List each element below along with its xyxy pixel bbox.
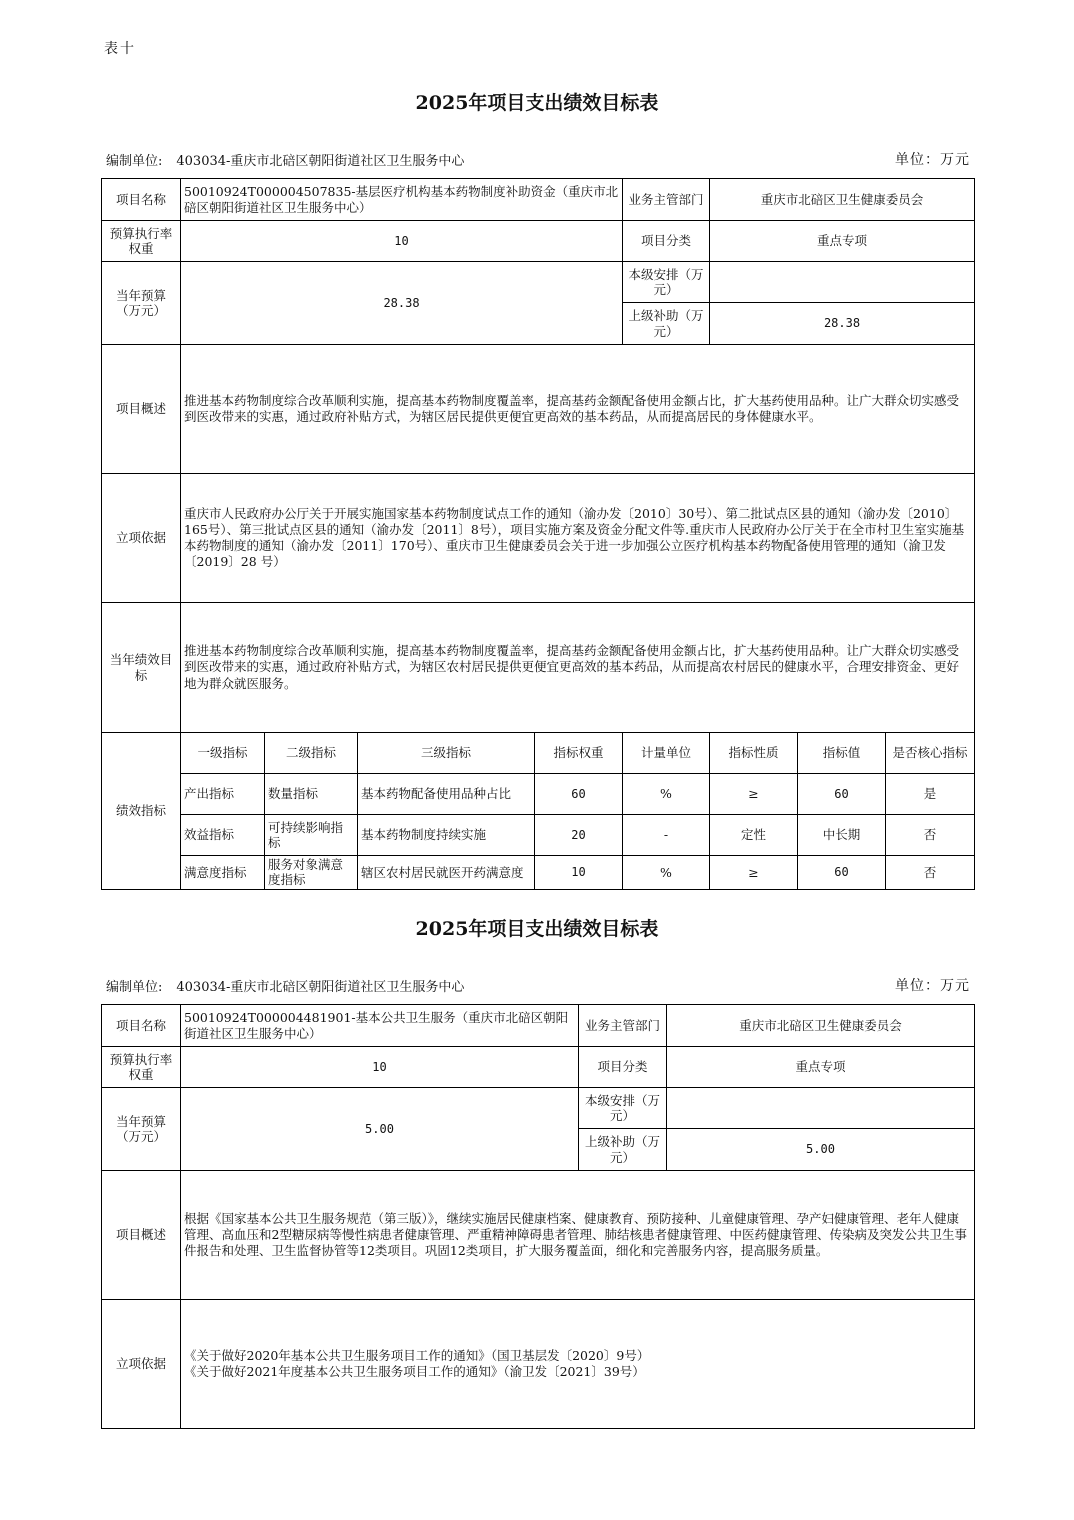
indicator-weight: 10 bbox=[535, 856, 623, 890]
header-core: 是否核心指标 bbox=[886, 733, 975, 774]
table2 bbox=[101, 1004, 975, 1429]
basis-label: 立项依据 bbox=[102, 1300, 181, 1429]
overview-text: 推进基本药物制度综合改革顺利实施，提高基本药物制度覆盖率，提高基药金额配备使用金额占比，扩大基药使用品种。让广大群众切实感受到医改带来的实惠，通过政府补贴方式，为辖区居民提供更便宜更高效的基本药品，从而提高居民的身体健康水平。 bbox=[181, 345, 975, 474]
indicator-level3: 基本药物制度持续实施 bbox=[358, 815, 535, 856]
project-name-value: 50010924T000004507835-基层医疗机构基本药物制度补助资金（重庆市北碚区朝阳街道社区卫生服务中心） bbox=[181, 179, 623, 221]
project-name-value: 50010924T000004481901-基本公共卫生服务（重庆市北碚区朝阳街道社区卫生服务中心） bbox=[181, 1005, 579, 1047]
basis-line: 《关于做好2020年基本公共卫生服务项目工作的通知》（国卫基层发〔2020〕9号） bbox=[184, 1347, 650, 1363]
header-level2: 二级指标 bbox=[265, 733, 358, 774]
indicator-level2: 服务对象满意度指标 bbox=[265, 856, 358, 890]
table1 bbox=[101, 178, 975, 890]
indicator-nature: ≥ bbox=[710, 856, 798, 890]
basis-text: 重庆市人民政府办公厅关于开展实施国家基本药物制度试点工作的通知（渝办发〔2010〕30号）、第二批试点区县的通知（渝办发〔2010〕165号）、第三批试点区县的通知（渝办发〔2011〕8号），项目实施方案及资金分配文件等.重庆市人民政府办公厅关于在全市村卫生室实施基本药物制度的通知（渝办发〔2011〕170号）、重庆市卫生健康委员会关于进一步加强公立医疗机构基本药物配备使用管理的通知（渝卫发〔2019〕28 号） bbox=[181, 474, 975, 603]
category-value: 重点专项 bbox=[710, 221, 975, 262]
dept-value: 重庆市北碚区卫生健康委员会 bbox=[710, 179, 975, 221]
upper-budget-value: 28.38 bbox=[710, 303, 975, 345]
indicator-weight: 20 bbox=[535, 815, 623, 856]
indicator-core: 否 bbox=[886, 815, 975, 856]
exec-rate-value: 10 bbox=[181, 1047, 579, 1088]
compiler-prefix: 编制单位: bbox=[106, 980, 163, 995]
indicator-value: 60 bbox=[798, 774, 886, 815]
overview-text: 根据《国家基本公共卫生服务规范（第三版）》，继续实施居民健康档案、健康教育、预防接种、儿童健康管理、孕产妇健康管理、老年人健康管理、高血压和2型糖尿病等慢性病患者健康管理、严重精神障碍患者管理、肺结核患者健康管理、中医药健康管理、传染病及突发公共卫生事件报告和处理、卫生监督协管等12类项目。巩固12类项目，扩大服务覆盖面，细化和完善服务内容，提高服务质量。 bbox=[181, 1171, 975, 1300]
project-name-label: 项目名称 bbox=[102, 179, 181, 221]
upper-budget-label: 上级补助（万元） bbox=[623, 303, 710, 345]
indicator-unit: - bbox=[623, 815, 710, 856]
basis-line: 《关于做好2021年度基本公共卫生服务项目工作的通知》（渝卫发〔2021〕39号） bbox=[184, 1364, 645, 1379]
local-budget-label: 本级安排（万元） bbox=[623, 262, 710, 303]
budget-total: 5.00 bbox=[181, 1088, 579, 1171]
indicators-label: 绩效指标 bbox=[102, 733, 181, 890]
basis-text bbox=[181, 1300, 975, 1429]
local-budget-value bbox=[710, 262, 975, 303]
table-number: 表十 bbox=[104, 41, 136, 57]
exec-rate-label: 预算执行率权重 bbox=[102, 221, 181, 262]
budget-total: 28.38 bbox=[181, 262, 623, 345]
dept-label: 业务主管部门 bbox=[579, 1005, 667, 1047]
indicator-level1: 满意度指标 bbox=[181, 856, 265, 890]
budget-label: 当年预算（万元） bbox=[102, 262, 181, 345]
local-budget-label: 本级安排（万元） bbox=[579, 1088, 667, 1129]
indicator-value: 60 bbox=[798, 856, 886, 890]
indicator-row bbox=[102, 815, 975, 856]
budget-label: 当年预算（万元） bbox=[102, 1088, 181, 1171]
indicator-row bbox=[102, 774, 975, 815]
overview-label: 项目概述 bbox=[102, 1171, 181, 1300]
indicator-nature: ≥ bbox=[710, 774, 798, 815]
table2-title: 2025年项目支出绩效目标表 bbox=[415, 918, 659, 940]
indicator-level1: 效益指标 bbox=[181, 815, 265, 856]
indicator-weight: 60 bbox=[535, 774, 623, 815]
indicator-nature: 定性 bbox=[710, 815, 798, 856]
exec-rate-label: 预算执行率权重 bbox=[102, 1047, 181, 1088]
compiler-prefix: 编制单位: bbox=[106, 154, 163, 169]
indicator-core: 否 bbox=[886, 856, 975, 890]
table1-title: 2025年项目支出绩效目标表 bbox=[415, 92, 659, 114]
indicator-level2: 可持续影响指标 bbox=[265, 815, 358, 856]
annual-goal-text: 推进基本药物制度综合改革顺利实施，提高基本药物制度覆盖率，提高基药金额配备使用金额占比，扩大基药使用品种。让广大群众切实感受到医改带来的实惠，通过政府补贴方式，为辖区农村居民提供更便宜更高效的基本药品，从而提高农村居民的健康水平，合理安排资金、更好地为群众就医服务。 bbox=[181, 603, 975, 733]
exec-rate-value: 10 bbox=[181, 221, 623, 262]
table2-compiler-label bbox=[106, 976, 464, 995]
indicator-value: 中长期 bbox=[798, 815, 886, 856]
annual-goal-label: 当年绩效目标 bbox=[102, 603, 181, 733]
dept-value: 重庆市北碚区卫生健康委员会 bbox=[667, 1005, 975, 1047]
indicator-unit: % bbox=[623, 856, 710, 890]
indicator-unit: % bbox=[623, 774, 710, 815]
header-level3: 三级指标 bbox=[358, 733, 535, 774]
indicator-level3: 辖区农村居民就医开药满意度 bbox=[358, 856, 535, 890]
indicator-level3: 基本药物配备使用品种占比 bbox=[358, 774, 535, 815]
table2-unit: 单位：万元 bbox=[895, 978, 970, 994]
category-label: 项目分类 bbox=[579, 1047, 667, 1088]
header-unit: 计量单位 bbox=[623, 733, 710, 774]
header-weight: 指标权重 bbox=[535, 733, 623, 774]
overview-label: 项目概述 bbox=[102, 345, 181, 474]
local-budget-value bbox=[667, 1088, 975, 1129]
category-label: 项目分类 bbox=[623, 221, 710, 262]
compiler-value: 403034-重庆市北碚区朝阳街道社区卫生服务中心 bbox=[176, 154, 465, 169]
header-nature: 指标性质 bbox=[710, 733, 798, 774]
table1-compiler-label bbox=[106, 150, 464, 169]
compiler-value: 403034-重庆市北碚区朝阳街道社区卫生服务中心 bbox=[176, 980, 465, 995]
category-value: 重点专项 bbox=[667, 1047, 975, 1088]
indicator-row bbox=[102, 856, 975, 890]
upper-budget-value: 5.00 bbox=[667, 1129, 975, 1171]
upper-budget-label: 上级补助（万元） bbox=[579, 1129, 667, 1171]
dept-label: 业务主管部门 bbox=[623, 179, 710, 221]
header-level1: 一级指标 bbox=[181, 733, 265, 774]
indicator-level2: 数量指标 bbox=[265, 774, 358, 815]
basis-label: 立项依据 bbox=[102, 474, 181, 603]
header-value: 指标值 bbox=[798, 733, 886, 774]
table1-unit: 单位：万元 bbox=[895, 152, 970, 168]
indicator-core: 是 bbox=[886, 774, 975, 815]
project-name-label: 项目名称 bbox=[102, 1005, 181, 1047]
indicator-level1: 产出指标 bbox=[181, 774, 265, 815]
